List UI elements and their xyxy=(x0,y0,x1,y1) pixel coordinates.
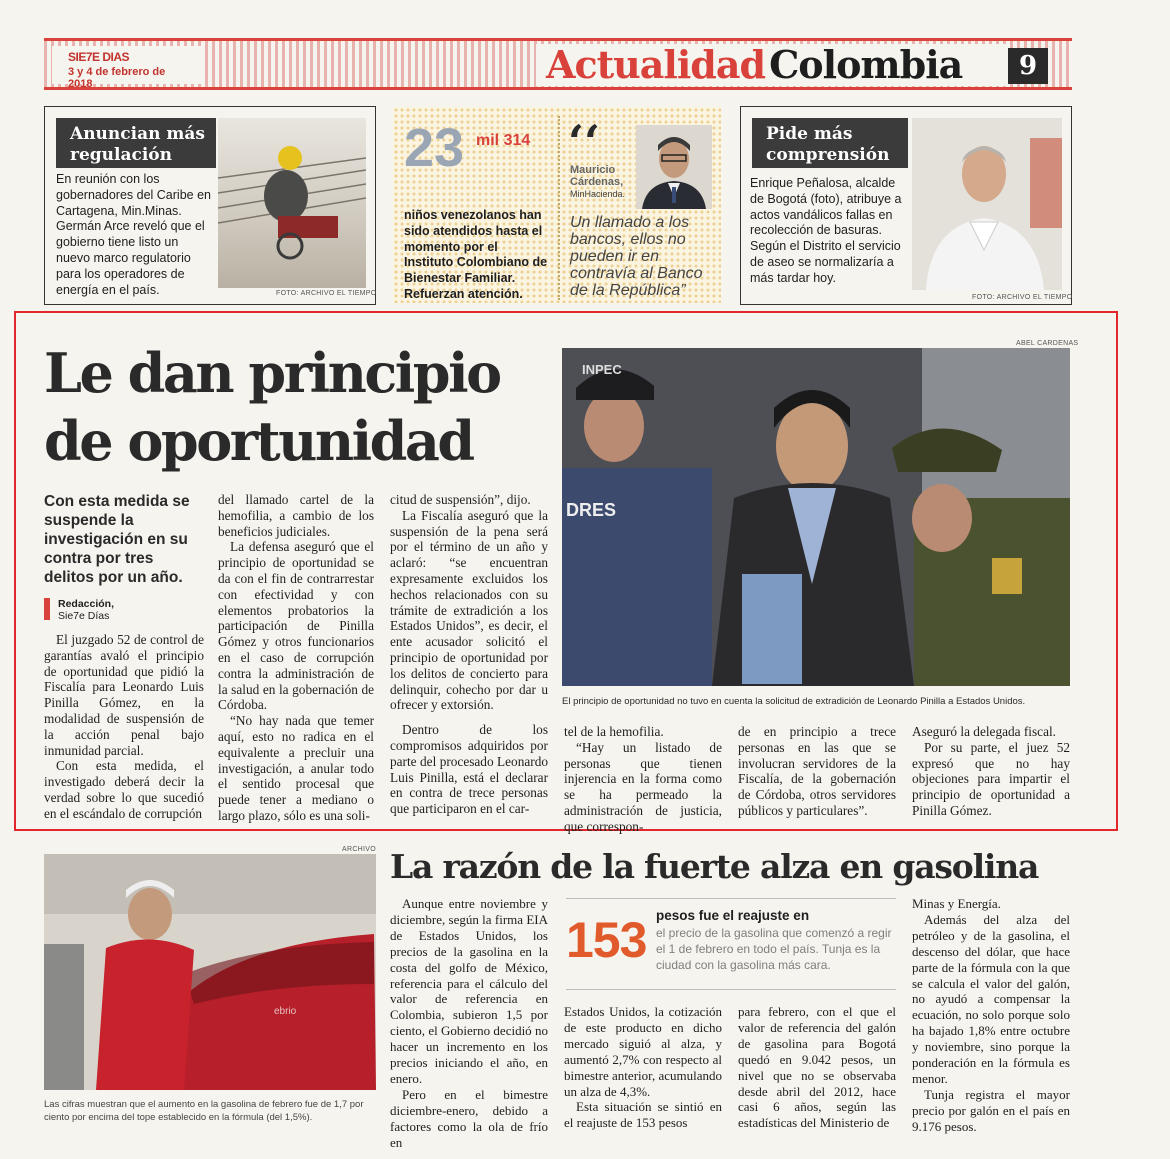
figures-text: niños venezolanos han sido atendidos hasta el momento por el Instituto Colombiano de Bienestar Familiar. Refuerzan atención. xyxy=(404,208,548,301)
byline-author: Redacción, xyxy=(58,598,115,610)
main-column-5 xyxy=(738,724,896,819)
arrest-photo-graphic xyxy=(562,348,1070,686)
car-brand-text: ebrio xyxy=(274,1006,297,1017)
big-number: 23 xyxy=(404,118,465,178)
stat-text: el precio de la gasolina que comenzó a regir el 1 de febrero en todo el país. Tunja es la ciudad con la gasolina más cara. xyxy=(656,926,892,972)
gas-column-2 xyxy=(564,1004,722,1131)
paragraph: La Fiscalía aseguró que la suspensión de la pena será por el término de un año y aclaró: “se encuentran expresamente excluidos los hechos relacionados con su trámite de extradición a los Estados Unidos”, es decir, el ente acusador solicitó el principio de oportunidad por los delitos de concierto para delinquir, cohecho por dar u ofrecer y extorsión. xyxy=(390,507,548,713)
paragraph: Aseguró la delegada fiscal. xyxy=(912,724,1056,739)
main-column-2 xyxy=(218,492,374,824)
paragraph: Aunque entre noviembre y diciembre, según la firma EIA de Estados Unidos, los precios de la gasolina en la costa del golfo de México, referencia para el cálculo del valor de referencia en Colombia, subieron 1,5 por ciento, el Gobierno decidió no hacer un incremento en los precios iniciando el año, en enero. xyxy=(390,896,548,1086)
paragraph: tel de la hemofilia. xyxy=(564,724,664,739)
brand-name: SIE7E DIAS xyxy=(68,50,130,64)
stat-number: 153 xyxy=(566,912,647,968)
gas-column-4 xyxy=(912,896,1070,1135)
paragraph: del llamado cartel de la hemofilia, a cambio de los beneficios judiciales. xyxy=(218,492,374,539)
main-deck: Con esta medida se suspende la investigación en su contra por tres delitos por un año. xyxy=(44,493,190,586)
gas-station-photo xyxy=(44,854,376,1090)
worker-photo-graphic xyxy=(218,118,366,288)
paragraph: Por su parte, el juez 52 expresó que no hay objeciones para impartir el principio de oportunidad a Pinilla Gómez. xyxy=(912,739,1070,818)
paragraph: Además del alza del petróleo y de la gasolina, el descenso del dólar, que hace parte de la fórmula con la que se calcula el valor del galón, no ayudó a compensar la ecuación, no solo porque solo ha bajado 1,8% entre octubre y noviembre, sino porque la ponderación en la fórmula es menor. xyxy=(912,911,1070,1086)
gas-column-1 xyxy=(390,896,548,1151)
main-column-4 xyxy=(564,724,722,835)
paragraph: “No hay nada que temer aquí, esto no radica en el equivalente a precluir una investigación, a anular todo el sentido procesal que puede tener a mediano o largo plazo, sólo es una soli- xyxy=(218,713,374,823)
paragraph: citud de suspensión”, dijo. xyxy=(390,492,531,507)
paragraph: La defensa aseguró que el principio de oportunidad se da con el fin de contrarrestar con efectividad y con elementos probatorios la participación de Pinilla Gómez y otros funcionarios en el caso de corrupción contra la administración de la salud en la gobernación de Córdoba. xyxy=(218,539,374,713)
paragraph: Pero en el bimestre diciembre-enero, debido a factores como la ola de frío en xyxy=(390,1086,548,1150)
edition-date: 3 y 4 de febrero de 2018 xyxy=(68,66,166,90)
gas-photo-caption: Las cifras muestran que el aumento en la gasolina de febrero fue de 1,7 por ciento por encima del tope establecido en la fórmula (del 1,5%). xyxy=(44,1099,364,1123)
main-column-1 xyxy=(44,632,204,822)
photo-credit: ABEL CARDENAS xyxy=(1016,340,1079,347)
paragraph: Esta situación se sintió en el reajuste de 153 pesos xyxy=(564,1099,722,1131)
quote-text: Un llamado a los bancos, ellos no pueden ir en contravía al Banco de la República” xyxy=(570,214,703,299)
main-headline-line-2: de oportunidad xyxy=(44,409,473,473)
brief-text-regulation: En reunión con los gobernadores del Caribe en Cartagena, Min.Minas. Germán Arce reveló que el gobierno tiene listo un nuevo marco regulatorio para los operadores de energía en el país. xyxy=(56,172,211,297)
section-name: Actualidad xyxy=(546,42,766,87)
section-title xyxy=(536,44,1006,86)
gas-column-3 xyxy=(738,1004,896,1131)
penalosa-photo xyxy=(912,118,1062,290)
main-photo-caption: El principio de oportunidad no tuvo en cuenta la solicitud de extradición de Leonardo Pinilla a Estados Unidos. xyxy=(562,696,1026,707)
section-subname: Colombia xyxy=(769,42,963,87)
gas-photo-graphic xyxy=(44,854,376,1090)
gas-headline: La razón de la fuerte alza en gasolina xyxy=(390,847,1039,886)
paragraph: El juzgado 52 de control de garantías avaló el principio de oportunidad que pidió la Fiscalía para Leonardo Luis Pinilla Gómez, en la modalidad de suspensión de la acción penal bajo inmunidad parcial. xyxy=(44,632,204,758)
quote-mark-icon: ‘‘ xyxy=(568,115,601,169)
brief-title-comprehension: Pide más comprensión xyxy=(752,118,908,168)
quote-author-role: MinHacienda. xyxy=(570,189,626,199)
cardenas-photo xyxy=(636,125,712,209)
main-headline-line-1: Le dan principio xyxy=(44,341,500,405)
paragraph: para febrero, con el que el valor de referencia del galón de gasolina para Bogotá quedó en 9.042 pesos, un nivel que no se observaba desde abril del 2012, hace casi 6 años, según las estadísticas del Ministerio de xyxy=(738,1004,896,1131)
brand-block xyxy=(52,46,202,90)
paragraph: Con esta medida, el investigado deberá decir la verdad sobre lo que sucedió en el escándalo de corrupción xyxy=(44,758,204,821)
paragraph: Tunja registra el mayor precio por galón en el país en 9.176 pesos. xyxy=(912,1086,1070,1134)
quote-author: Mauricio Cárdenas, xyxy=(570,164,624,188)
stat-headline: pesos fue el reajuste en xyxy=(656,908,810,923)
paragraph: Minas y Energía. xyxy=(912,896,1001,911)
worker-photo xyxy=(218,118,366,288)
inpec-cap-text: INPEC xyxy=(582,362,622,377)
vest-text: DRES xyxy=(566,500,617,520)
photo-credit: FOTO: ARCHIVO EL TIEMPO xyxy=(972,294,1073,301)
photo-credit: FOTO: ARCHIVO EL TIEMPO xyxy=(276,290,377,297)
paragraph: Dentro de los compromisos adquiridos por parte del procesado Leonardo Luis Pinilla, está el declarar en contra de trece personas que participaron en el car- xyxy=(390,722,548,817)
paragraph: “Hay un listado de personas que tienen injerencia en la forma como se ha permeado la administración de justicia, que correspon- xyxy=(564,739,722,834)
penalosa-photo-graphic xyxy=(912,118,1062,290)
byline xyxy=(58,598,114,622)
box-divider xyxy=(558,116,560,300)
brief-title-regulation: Anuncian más regulación xyxy=(56,118,216,168)
paragraph: de en principio a trece personas en las que se involucran servidores de la Fiscalía, de la gobernación de Córdoba, otros servidores públicos y particulares”. xyxy=(738,724,896,818)
number-suffix: mil 314 xyxy=(476,132,531,149)
brief-text-comprehension: Enrique Peñalosa, alcalde de Bogotá (foto), atribuye a actos vandálicos fallas en recolección de basuras. Según el Distrito el servicio de aseo se normalizaría a más tardar hoy. xyxy=(750,176,902,285)
byline-marker xyxy=(44,598,50,620)
main-column-6 xyxy=(912,724,1070,819)
cardenas-photo-graphic xyxy=(636,125,712,209)
byline-publication: Sie7e Días xyxy=(58,610,110,622)
main-column-3 xyxy=(390,492,548,817)
photo-credit: ARCHIVO xyxy=(342,846,376,853)
page-number: 9 xyxy=(1008,48,1048,84)
pinilla-arrest-photo xyxy=(562,348,1070,686)
paragraph: Estados Unidos, la cotización de este producto en dicho mercado siguió al alza, y aumentó 2,7% con respecto al bimestre anterior, acumulando un alza de 4,3%. xyxy=(564,1004,722,1099)
